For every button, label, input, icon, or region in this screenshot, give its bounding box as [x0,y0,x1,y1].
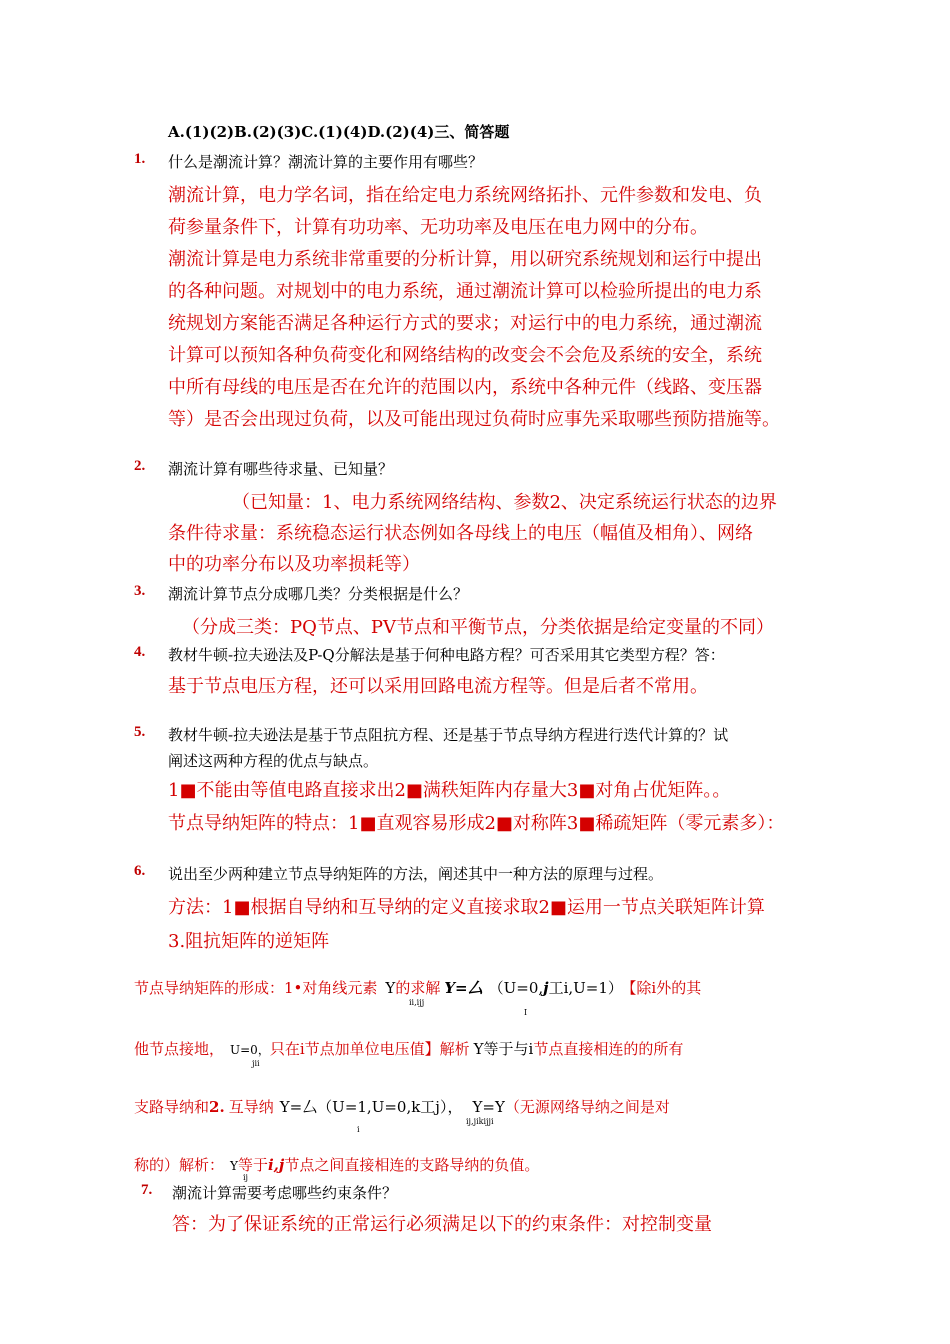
text-segment: i,j [267,1156,285,1174]
answer-1-line-4: 的各种问题。对规划中的电力系统，通过潮流计算可以检验所提出的电力系 [168,281,762,302]
answer-options-line: A.(1)(2)B.(2)(3)C.(1)(4)D.(2)(4)三、简答题 [168,123,510,141]
formula-segment: Y=Y [472,1098,505,1116]
formula-segment: 工i,U=1） [548,979,623,997]
question-2: 潮流计算有哪些待求量、已知量？ [168,460,394,478]
answer-7-line-1: 答：为了保证系统的正常运行必须满足以下的约束条件：对控制变量 [172,1214,712,1235]
subscript: jii [252,1059,260,1068]
text-segment: 节点直接相连的的所有 [533,1040,684,1058]
answer-1-line-8: 等）是否会出现过负荷，以及可能出现过负荷时应事先采取哪些预防措施等。 [168,409,780,430]
text-segment: 等于 [237,1156,268,1174]
answer-2-line-2: 条件待求量：系统稳态运行状态例如各母线上的电压（幅值及相角）、网络 [168,523,753,544]
answer-1-line-6: 计算可以预知各种负荷变化和网络结构的改变会不会危及系统的安全，系统 [168,345,762,366]
symbol-y: Y [385,979,396,997]
subscript: I [524,1008,528,1017]
answer-3-line-1: （分成三类：PQ节点、PV节点和平衡节点，分类依据是给定变量的不同） [182,617,774,638]
answer-5-line-1: 1■不能由等值电路直接求出2■满秩矩阵内存量大3■对角占优矩阵。。 [168,780,731,801]
matrix-formation-line-2 [134,1038,683,1059]
answer-6-line-2: 3.阻抗矩阵的逆矩阵 [168,931,330,952]
matrix-formation-line-1 [134,977,701,998]
question-number-1: 1. [134,151,146,167]
formula-segment: （U=0, [488,979,544,997]
text-segment: 【除i外的其 [628,979,702,997]
text-segment: 称的）解析： [134,1156,225,1174]
answer-1-line-1: 潮流计算，电力学名词，指在给定电力系统网络拓扑、元件参数和发电、负 [168,185,762,206]
text-segment: 2. [209,1098,225,1116]
answer-5-line-2: 节点导纳矩阵的特点：1■直观容易形成2■对称阵3■稀疏矩阵（零元素多）： [168,813,785,834]
question-4: 教材牛顿-拉夫逊法及P-Q分解法是基于何种电路方程？可否采用其它类型方程？答： [168,646,725,664]
matrix-formation-line-3 [134,1096,670,1117]
question-1: 什么是潮流计算？潮流计算的主要作用有哪些？ [168,153,484,171]
text-segment: 的求解 [395,979,441,997]
text-segment: 他节点接地， [134,1040,225,1058]
question-number-2: 2. [134,458,146,474]
answer-2-line-1: （已知量：1、电力系统网络结构、参数2、决定系统运行状态的边界 [232,492,777,513]
subscript: ij,jikijji [466,1117,494,1126]
formula-segment: Y=厶（U=1,U=0,k工j）， [279,1098,463,1116]
answer-1-line-5: 统规划方案能否满足各种运行方式的要求；对运行中的电力系统，通过潮流 [168,313,762,334]
formula-segment: U=0， [230,1043,270,1057]
question-7: 潮流计算需要考虑哪些约束条件？ [172,1184,398,1202]
text-segment: 互导纳 [228,1098,274,1116]
text-segment: 支路导纳和 [134,1098,210,1116]
answer-4-line-1: 基于节点电压方程，还可以采用回路电流方程等。但是后者不常用。 [168,676,708,697]
question-3: 潮流计算节点分成哪几类？分类根据是什么？ [168,585,469,603]
answer-6-line-1: 方法：1■根据自导纳和互导纳的定义直接求取2■运用一节点关联矩阵计算 [168,897,765,918]
question-5-line-1: 教材牛顿-拉夫逊法是基于节点阻抗方程、还是基于节点导纳方程进行迭代计算的？试 [168,726,729,744]
formula-segment: j [543,979,549,997]
answer-2-line-3: 中的功率分布以及功率损耗等） [168,554,420,575]
text-segment: 只在i节点加单位电压值】解析 [269,1040,470,1058]
formula-segment: Y=厶 [444,979,483,997]
subscript: ij [243,1173,249,1182]
answer-1-line-7: 中所有母线的电压是否在允许的范围以内，系统中各种元件（线路、变压器 [168,377,762,398]
symbol-y: Y [230,1159,238,1173]
matrix-formation-line-4 [134,1154,539,1175]
question-number-5: 5. [134,724,146,740]
question-number-7: 7. [141,1182,153,1198]
answer-1-line-3: 潮流计算是电力系统非常重要的分析计算，用以研究系统规划和运行中提出 [168,249,762,270]
question-6: 说出至少两种建立节点导纳矩阵的方法，阐述其中一种方法的原理与过程。 [168,865,664,883]
subscript: ii,ijj [409,998,425,1007]
answer-1-line-2: 荷参量条件下，计算有功功率、无功功率及电压在电力网中的分布。 [168,217,708,238]
subscript: i [357,1125,360,1134]
text-segment: 节点之间直接相连的支路导纳的负值。 [284,1156,540,1174]
text-segment: 节点导纳矩阵的形成：1•对角线元素 [134,979,378,997]
question-number-6: 6. [134,863,146,879]
question-number-3: 3. [134,583,146,599]
question-5-line-2: 阐述这两种方程的优点与缺点。 [168,752,379,770]
question-number-4: 4. [134,644,146,660]
text-segment: （无源网络导纳之间是对 [504,1098,670,1116]
formula-segment: Y等于与i [473,1040,534,1058]
